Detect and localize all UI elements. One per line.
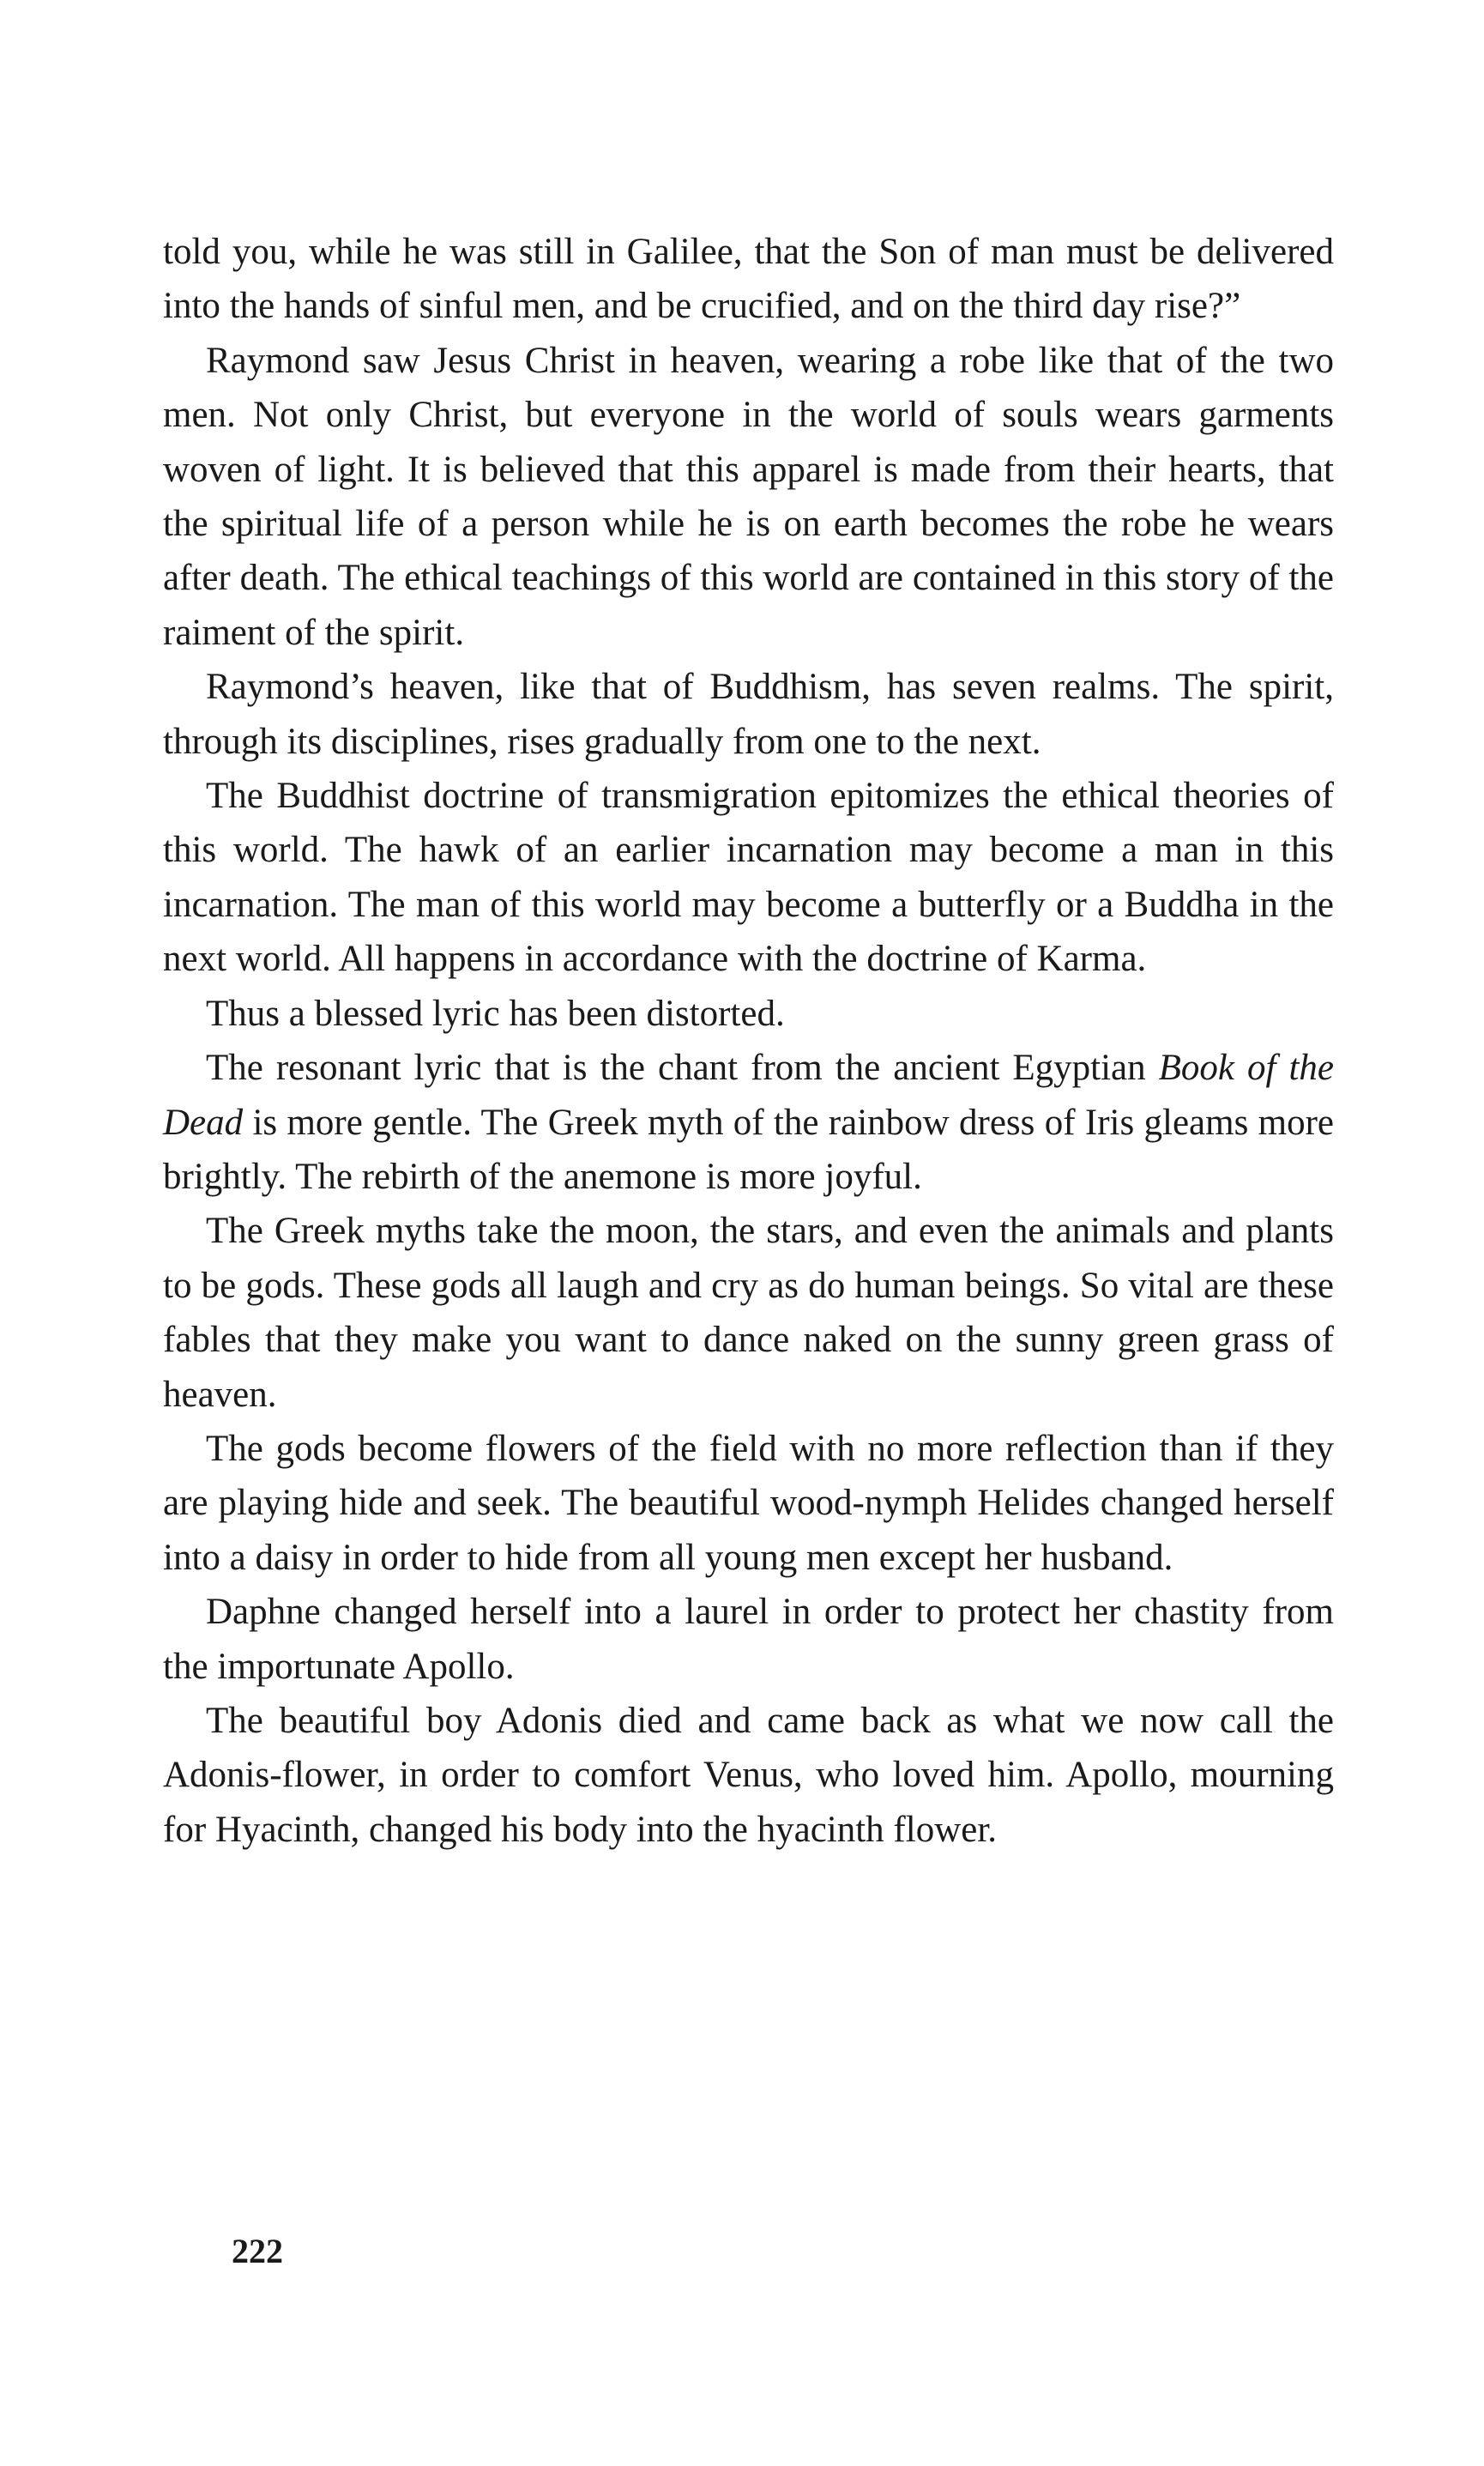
paragraph: told you, while he was still in Galilee, that the Son of man must be delivered into the hands of sinful men, and be crucified, and on the third day rise?”: [163, 232, 1334, 327]
paragraph: The gods become flowers of the field with no more reflection than if they are playing hide and seek. The beautiful wood-nymph Helides changed herself into a daisy in order to hide from all young men except her husband.: [163, 1428, 1334, 1578]
paragraph: The beautiful boy Adonis died and came back as what we now call the Adonis-flower, in order to comfort Venus, who loved him. Apollo, mourning for Hyacinth, changed his body into the hyacinth flower.: [163, 1700, 1334, 1850]
page-body: [163, 225, 1334, 1857]
paragraph: [163, 1041, 1334, 1204]
paragraph: Thus a blessed lyric has been distorted.: [206, 993, 785, 1034]
paragraph-text: is more gentle. The Greek myth of the rainbow dress of Iris gleams more brightly. The rebirth of the anemone is more joyful.: [163, 1102, 1334, 1197]
paragraph: Raymond saw Jesus Christ in heaven, wearing a robe like that of the two men. Not only Christ, but everyone in the world of souls wears garments woven of light. It is believed that this apparel is made from their hearts, that the spiritual life of a person while he is on earth becomes the robe he wears after death. The ethical teachings of this world are contained in this story of the raiment of the spirit.: [163, 340, 1334, 653]
paragraph-text: The resonant lyric that is the chant from the ancient Egyptian: [206, 1048, 1159, 1089]
book-title: Book of the Dead: [163, 1048, 1334, 1143]
paragraph: The Buddhist doctrine of transmigration epitomizes the ethical theories of this world. The hawk of an earlier incarnation may become a man in this incarnation. The man of this world may become a butterfly or a Buddha in the next world. All happens in accordance with the doctrine of Karma.: [163, 776, 1334, 980]
paragraph: Daphne changed herself into a laurel in order to protect her chastity from the importunate Apollo.: [163, 1592, 1334, 1687]
paragraph: Raymond’s heaven, like that of Buddhism, has seven realms. The spirit, through its disciplines, rises gradually from one to the next.: [163, 667, 1334, 762]
paragraph: The Greek myths take the moon, the stars, and even the animals and plants to be gods. These gods all laugh and cry as do human beings. So vital are these fables that they make you want to dance naked on the sunny green grass of heaven.: [163, 1211, 1334, 1415]
page-number: 222: [232, 2232, 283, 2270]
